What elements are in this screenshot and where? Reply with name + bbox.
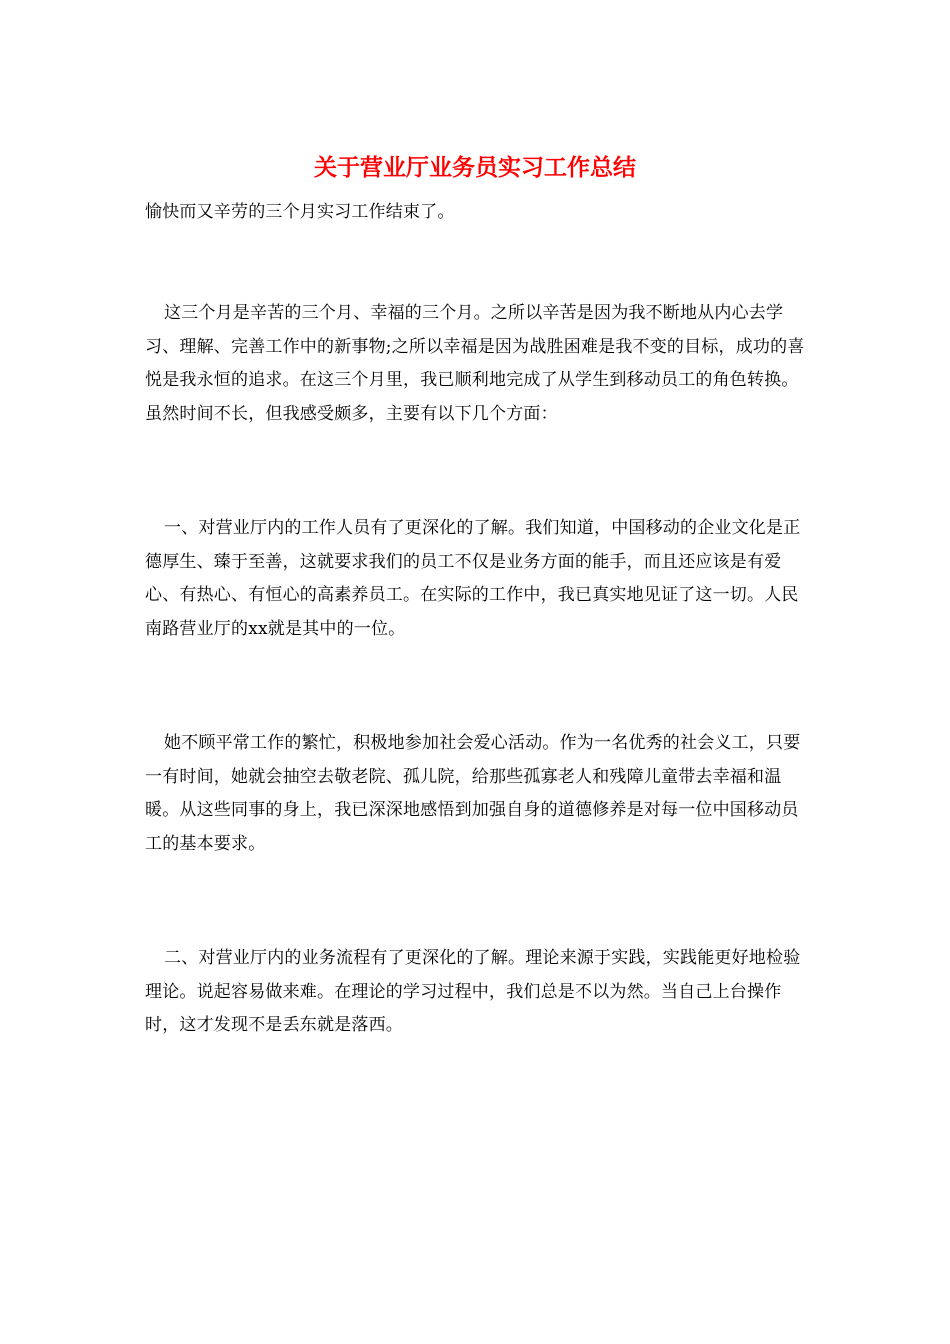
paragraph-section-two: 二、对营业厅内的业务流程有了更深化的了解。理论来源于实践，实践能更好地检验理论。说起容易做来难。在理论的学习过程中，我们总是不以为然。当自己上台操作时，这才发现不是丢东就是落西。 (145, 948, 801, 1035)
paragraph-section-one: 一、对营业厅内的工作人员有了更深化的了解。我们知道，中国移动的企业文化是正德厚生、臻于至善，这就要求我们的员工不仅是业务方面的能手，而且还应该是有爱心、有热心、有恒心的高素养员工。在实际的工作中，我已真实地见证了这一切。人民南路营业厅的xx就是其中的一位。 (145, 518, 801, 639)
paragraph-volunteer: 她不顾平常工作的繁忙，积极地参加社会爱心活动。作为一名优秀的社会义工，只要一有时间，她就会抽空去敬老院、孤儿院，给那些孤寡老人和残障儿童带去幸福和温暖。从这些同事的身上，我已深深地感悟到加强自身的道德修养是对每一位中国移动员工的基本要求。 (145, 733, 801, 854)
paragraph-intro: 愉快而又辛劳的三个月实习工作结束了。 (145, 202, 455, 222)
document-title: 关于营业厅业务员实习工作总结 (314, 154, 636, 181)
paragraph-overview: 这三个月是辛苦的三个月、幸福的三个月。之所以辛苦是因为我不断地从内心去学习、理解、完善工作中的新事物;之所以幸福是因为战胜困难是我不变的目标，成功的喜悦是我永恒的追求。在这三个月里，我已顺利地完成了从学生到移动员工的角色转换。虽然时间不长，但我感受颇多，主要有以下几个方面： (145, 303, 805, 424)
